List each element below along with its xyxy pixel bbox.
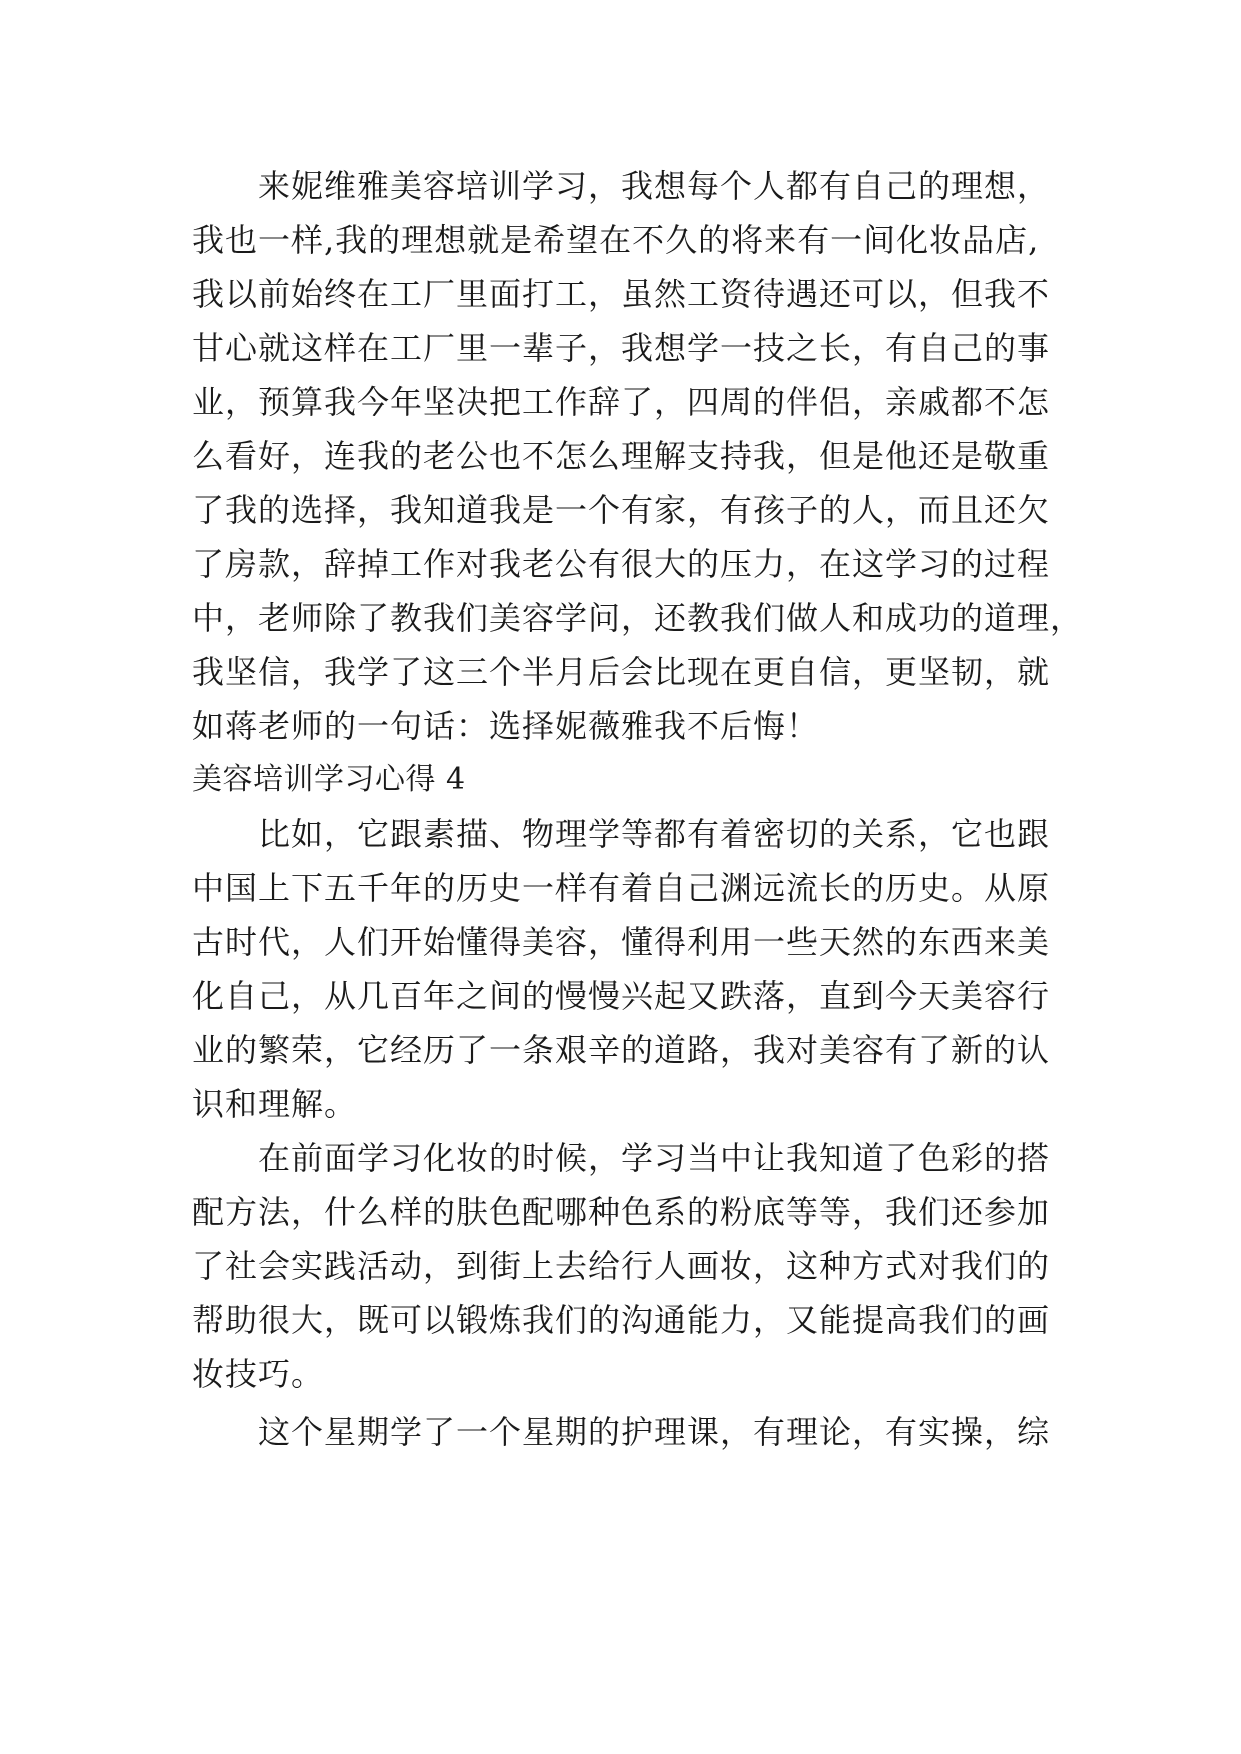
paragraph-line: 业的繁荣，它经历了一条艰辛的道路，我对美容有了新的认 [192, 1031, 1051, 1069]
paragraph-line: 古时代，人们开始懂得美容，懂得利用一些天然的东西来美 [192, 923, 1051, 961]
paragraph-line: 中国上下五千年的历史一样有着自己渊远流长的历史。从原 [192, 869, 1051, 907]
paragraph-line: 我坚信，我学了这三个半月后会比现在更自信，更坚韧，就 [192, 653, 1051, 691]
paragraph-line: 妆技巧。 [192, 1355, 325, 1393]
paragraph-line: 了我的选择，我知道我是一个有家，有孩子的人，而且还欠 [192, 491, 1051, 529]
paragraph-line: 配方法，什么样的肤色配哪种色系的粉底等等，我们还参加 [192, 1193, 1051, 1231]
paragraph-line: 业，预算我今年坚决把工作辞了，四周的伴侣，亲戚都不怎 [192, 383, 1051, 421]
paragraph-line: 来妮维雅美容培训学习，我想每个人都有自己的理想， [258, 167, 1051, 205]
paragraph-line: 甘心就这样在工厂里一辈子，我想学一技之长，有自己的事 [192, 329, 1051, 367]
paragraph-line: 化自己，从几百年之间的慢慢兴起又跌落，直到今天美容行 [192, 977, 1051, 1015]
paragraph-line: 在前面学习化妆的时候，学习当中让我知道了色彩的搭 [258, 1139, 1051, 1177]
paragraph-line: 我以前始终在工厂里面打工，虽然工资待遇还可以，但我不 [192, 275, 1051, 313]
paragraph-line: 我也一样,我的理想就是希望在不久的将来有一间化妆品店, [192, 221, 1040, 259]
paragraph-line: 比如，它跟素描、物理学等都有着密切的关系，它也跟 [258, 815, 1051, 853]
section-heading: 美容培训学习心得 4 [192, 762, 466, 797]
paragraph-line: 么看好，连我的老公也不怎么理解支持我，但是他还是敬重 [192, 437, 1051, 475]
paragraph-line: 这个星期学了一个星期的护理课，有理论，有实操，综 [258, 1413, 1051, 1451]
paragraph-line: 帮助很大，既可以锻炼我们的沟通能力，又能提高我们的画 [192, 1301, 1051, 1339]
paragraph-line: 识和理解。 [192, 1085, 358, 1123]
paragraph-line: 了社会实践活动，到街上去给行人画妆，这种方式对我们的 [192, 1247, 1051, 1285]
paragraph-line: 了房款，辞掉工作对我老公有很大的压力，在这学习的过程 [192, 545, 1051, 583]
paragraph-line: 中，老师除了教我们美容学问，还教我们做人和成功的道理， [192, 599, 1084, 637]
paragraph-line: 如蒋老师的一句话：选择妮薇雅我不后悔！ [192, 707, 820, 745]
